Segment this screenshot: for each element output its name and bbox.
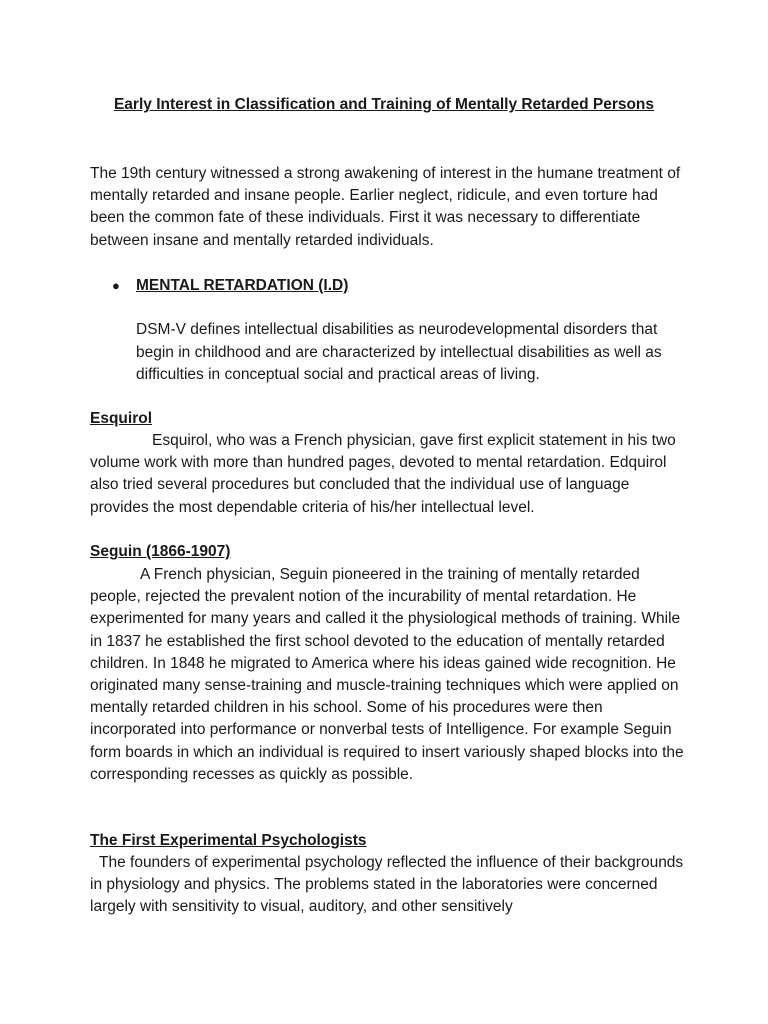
section-heading-experimental: The First Experimental Psychologists xyxy=(90,832,367,849)
section-body-experimental xyxy=(90,852,690,919)
section-body-seguin xyxy=(90,564,690,786)
section-body-esquirol xyxy=(90,430,690,519)
intro-paragraph: The 19th century witnessed a strong awakening of interest in the humane treatment of mentally retarded and insane people. Earlier neglect, ridicule, and even torture had been the common fate of these individuals. First it was necessary to differentiate between insane and mentally retarded individuals. xyxy=(90,165,681,249)
section-text-seguin: A French physician, Seguin pioneered in the training of mentally retarded people, rejected the prevalent notion of the incurability of mental retardation. He experimented for many years and called it the physiological methods of training. While in 1837 he established the first school devoted to the education of mentally retarded children. In 1848 he migrated to America where his ideas gained wide recognition. He originated many sense-training and muscle-training techniques which were applied on mentally retarded children in his school. Some of his procedures were then incorporated into performance or nonverbal tests of Intelligence. For example Seguin form boards in which an individual is required to insert variously shaped blocks into the corresponding recesses as quickly as possible. xyxy=(90,566,684,783)
section-text-experimental: The founders of experimental psychology reflected the influence of their backgrounds in physiology and physics. The problems stated in the laboratories were concerned largely with sensitivity to visual, auditory, and other sensitively xyxy=(90,854,684,916)
section-heading-esquirol: Esquirol xyxy=(90,410,153,427)
section-text-esquirol: Esquirol, who was a French physician, gave first explicit statement in his two volume work with more than hundred pages, devoted to mental retardation. Edquirol also tried several procedures but concluded that the individual use of language provides the most dependable criteria of his/her intellectual level. xyxy=(90,432,676,516)
section-heading-seguin: Seguin (1866-1907) xyxy=(90,543,231,560)
document-title: Early Interest in Classification and Training of Mentally Retarded Persons xyxy=(113,96,655,113)
bullet-body: DSM-V defines intellectual disabilities as neurodevelopmental disorders that begin in childhood and are characterized by intellectual disabilities as well as difficulties in conceptual social and practical areas of living. xyxy=(136,321,662,383)
bullet-label: MENTAL RETARDATION (I.D) xyxy=(136,277,349,294)
bullet-item xyxy=(112,275,672,297)
bullet-dot-icon: ● xyxy=(112,278,120,293)
